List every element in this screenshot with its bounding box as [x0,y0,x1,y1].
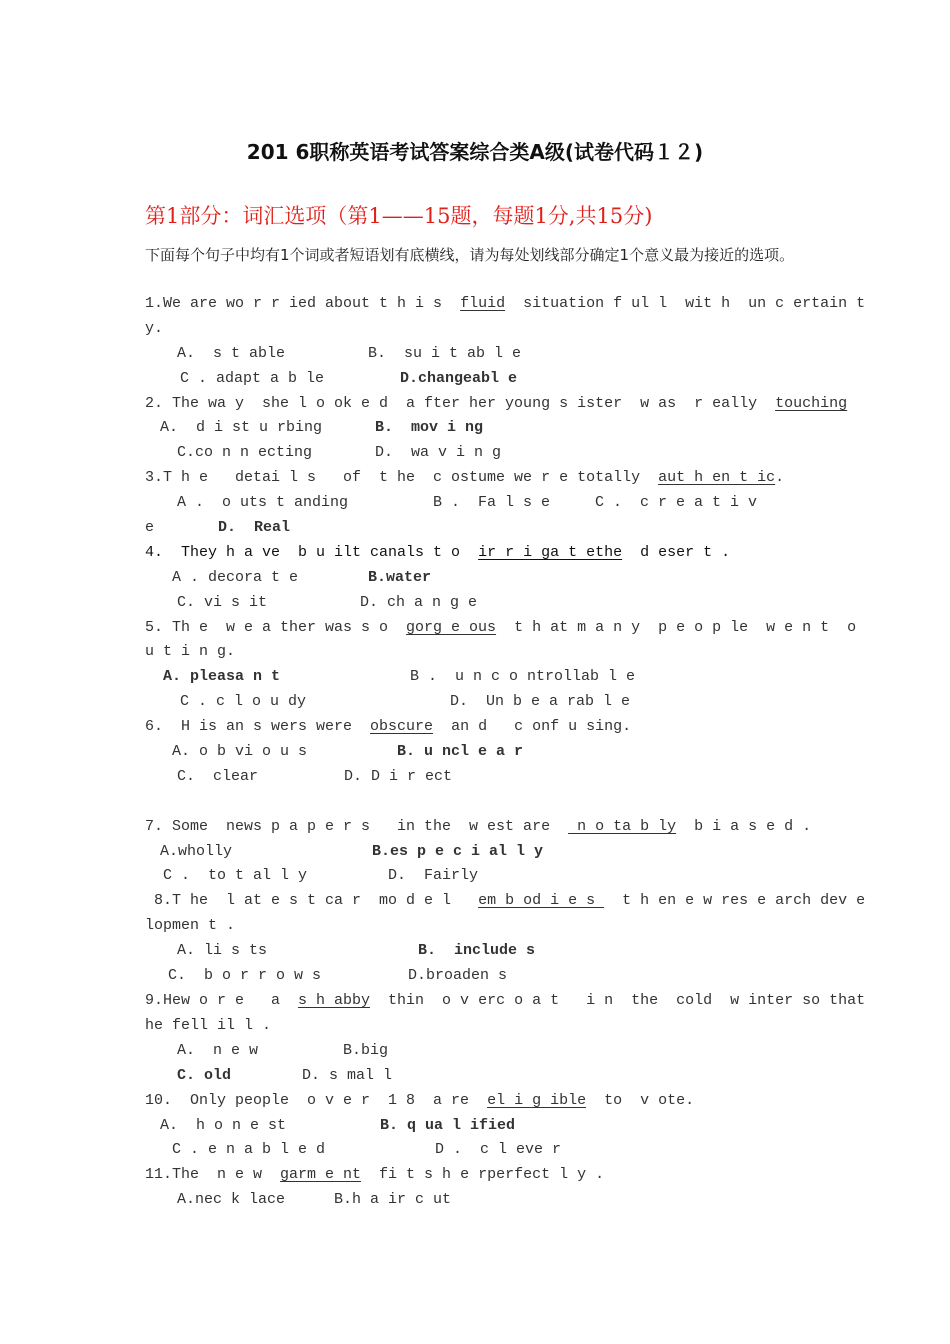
underlined-word: em b od i e s [478,892,605,909]
q1-option-b: B. su i t ab l e [368,345,522,362]
question-10: 10. Only people o v e r 1 8 a re el i g ible to v ote. [145,1092,695,1109]
q8-option-b: B. include s [418,942,536,959]
q11-option-b: B.h a ir c ut [334,1191,452,1208]
q6-option-b: B. u ncl e a r [397,743,524,760]
q2-option-a: A. d i st u rbing [160,419,323,436]
q10-option-c: C . e n a b l e d [172,1141,326,1158]
q1-option-a: A. s t able [177,345,286,362]
question-3: 3.T h e detai l s of t he c ostume we r e totally aut h en t ic. [145,469,785,486]
q1-option-d: D.changeabl e [400,370,518,387]
q6-option-c: C. clear [177,768,259,785]
q10-option-b: B. q ua l ified [380,1117,516,1134]
question-8-wrap: lopmen t . [145,917,236,934]
question-5-wrap: u t i n g. [145,643,236,660]
q6-option-d: D. D i r ect [344,768,453,785]
q5-option-d: D. Un b e a rab l e [450,693,631,710]
question-7: 7. Some news p a p e r s in the w est are n o ta b ly b i a s e d . [145,818,812,835]
q2-option-d: D. wa v i n g [375,444,502,461]
underlined-word: el i g ible [487,1092,587,1109]
q1-option-c: C . adapt a b le [180,370,325,387]
q7-option-c: C . to t al l y [163,867,308,884]
q2-option-c: C.co n n ecting [177,444,313,461]
question-11: 11.The n e w garm e nt fi t s h e rperfect l y . [145,1166,605,1183]
underlined-word: obscure [370,718,434,735]
question-1-wrap: y. [145,320,164,337]
q8-option-d: D.broaden s [408,967,508,984]
q4-option-c: C. vi s it [177,594,268,611]
q3-option-b: B . Fa l s e [433,494,551,511]
underlined-word: ir r i ga t ethe [478,544,623,561]
question-9-wrap: he fell il l . [145,1017,272,1034]
q3-option-a: A . o uts t anding [177,494,349,511]
q9-option-a: A. n e w [177,1042,259,1059]
q8-option-a: A. li s ts [177,942,268,959]
question-8: 8.T he l at e s t ca r mo d e l em b od i e s t h en e w res e arch dev e [145,892,866,909]
q9-option-c: C. old [177,1067,232,1084]
underlined-word: gorg e ous [406,619,497,636]
q9-option-d: D. s mal l [302,1067,393,1084]
q4-option-d: D. ch a n g e [360,594,478,611]
underlined-word: garm e nt [280,1166,362,1183]
instructions: 下面每个句子中均有1个词或者短语划有底横线，请为每处划线部分确定1个意义最为接近的选项。 [145,246,795,264]
underlined-word: n o ta b ly [568,818,677,835]
q7-option-a: A.wholly [160,843,233,860]
q5-option-c: C . c l o u dy [180,693,307,710]
q3-option-c-wrap: e [145,519,155,536]
q10-option-a: A. h o n e st [160,1117,287,1134]
question-2: 2. The wa y she l o ok e d a fter her young s ister w as r eally touching [145,395,848,412]
q4-option-a: A . decora t e [172,569,299,586]
q9-option-b: B.big [343,1042,389,1059]
underlined-word: touching [775,395,848,412]
q5-option-b: B . u n c o ntrollab l e [410,668,636,685]
q7-option-b: B.es p e c i al l y [372,843,544,860]
q3-option-d: D. Real [218,519,291,536]
q8-option-c: C. b o r r o w s [168,967,322,984]
page-title: 201 6职称英语考试答案综合类A级(试卷代码１２) [246,140,704,164]
q7-option-d: D. Fairly [388,867,479,884]
q10-option-d: D . c l eve r [435,1141,562,1158]
question-9: 9.Hew o r e a s h abby thin o v erc o a t i n the cold w inter so that [145,992,866,1009]
q11-option-a: A.nec k lace [177,1191,286,1208]
q6-option-a: A. o b vi o u s [172,743,308,760]
question-1: 1.We are wo r r ied about t h i s fluid situation f ul l wit h un c ertain t [145,295,866,312]
question-5: 5. Th e w e a ther was s o gorg e ous t h at m a n y p e o p le w e n t o [145,619,857,636]
underlined-word: aut h en t ic [658,469,776,486]
question-6: 6. H is an s wers were obscure an d c onf u sing. [145,718,632,735]
q4-option-b: B.water [368,569,432,586]
question-4: 4. They h a ve b u ilt canals t o ir r i ga t ethe d eser t . [145,544,731,561]
underlined-word: fluid [460,295,506,312]
q3-option-c: C . c r e a t i v [595,494,758,511]
q2-option-b: B. mov i ng [375,419,484,436]
q5-option-a: A. pleasa n t [163,668,281,685]
underlined-word: s h abby [298,992,371,1009]
section-heading: 第1部分：词汇选项（第1——15题，每题1分,共15分) [145,204,653,228]
